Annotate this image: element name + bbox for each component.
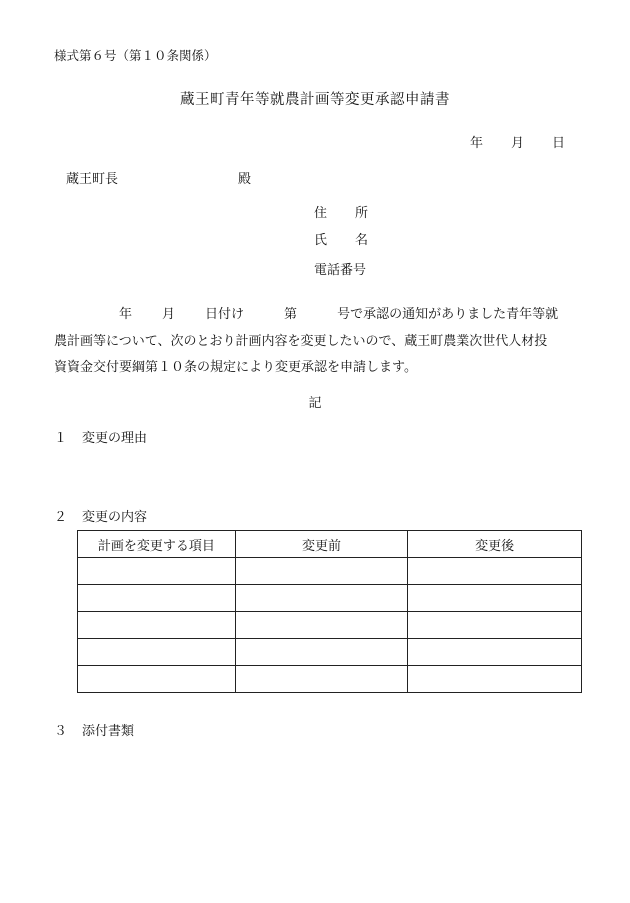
table-cell [408, 612, 582, 639]
table-row [78, 639, 582, 666]
table-cell [408, 666, 582, 693]
date-year: 年 [470, 136, 484, 151]
date-month: 月 [511, 136, 525, 151]
table-cell [408, 585, 582, 612]
table-cell [78, 612, 236, 639]
table-cell [408, 558, 582, 585]
table-cell [78, 639, 236, 666]
table-cell [235, 585, 408, 612]
body-paragraph [54, 302, 574, 382]
table-cell [235, 666, 408, 693]
body-line-2: 農計画等について、次のとおり計画内容を変更したいので、蔵王町農業次世代人材投 [54, 333, 548, 349]
section-2-heading: ２ 変更の内容 [54, 510, 148, 525]
header-after: 変更後 [408, 531, 582, 558]
date-day: 日 [552, 136, 566, 151]
table-cell [78, 585, 236, 612]
table-cell [235, 639, 408, 666]
document-title: 蔵王町青年等就農計画等変更承認申請書 [180, 92, 450, 108]
table-cell [408, 639, 582, 666]
table-row [78, 666, 582, 693]
applicant-address-label: 住 所 [314, 206, 369, 221]
body-line-1: 年 月 日付け 第 号で承認の通知がありました青年等就 [119, 307, 559, 322]
body-line-3: 資資金交付要綱第１０条の規定により変更承認を申請します。 [54, 360, 417, 375]
table-row [78, 585, 582, 612]
table-cell [78, 666, 236, 693]
table-cell [235, 558, 408, 585]
table-row [78, 558, 582, 585]
addressee-name: 蔵王町長 [66, 172, 119, 187]
addressee [66, 172, 251, 188]
form-number: 様式第６号（第１０条関係） [54, 48, 217, 63]
table-cell [235, 612, 408, 639]
ki-heading: 記 [308, 396, 322, 411]
addressee-honorific: 殿 [238, 172, 252, 187]
section-1-heading: １ 変更の理由 [54, 431, 148, 446]
header-before: 変更前 [235, 531, 408, 558]
header-item: 計画を変更する項目 [78, 531, 236, 558]
applicant-phone-label: 電話番号 [314, 263, 367, 278]
applicant-name-label: 氏 名 [314, 233, 369, 248]
table-header-row [78, 531, 582, 558]
change-content-table [77, 530, 582, 693]
table-row [78, 612, 582, 639]
date-line [470, 136, 565, 152]
table-cell [78, 558, 236, 585]
section-3-heading: ３ 添付書類 [54, 724, 135, 739]
